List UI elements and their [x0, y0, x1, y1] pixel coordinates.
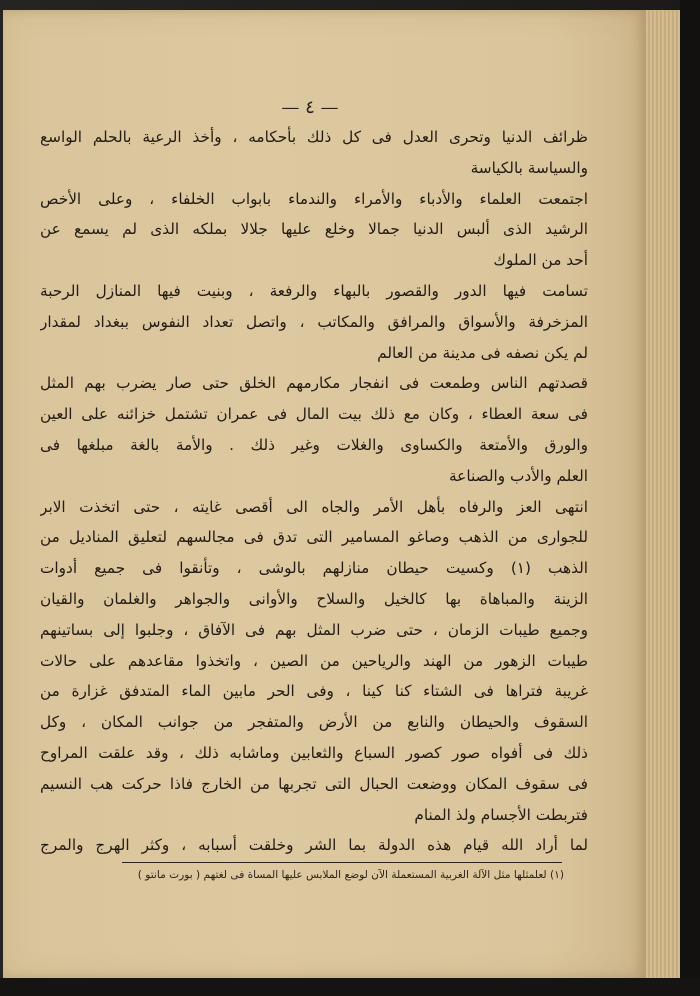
text-line: والورق والأمتعة والكساوى والغلات وغير ذلك . والأمة بالغة مبلغها فى — [40, 435, 588, 454]
text-line: لما أراد الله قيام هذه الدولة بما الشر وخلقت أسبابه ، وكثر الهرج والمرج — [40, 836, 588, 855]
page-stack-edge — [646, 10, 680, 980]
text-line: فى سعة العطاء ، وكان مع ذلك بيت المال فى عمران تشتمل خزائنه على العين — [40, 405, 588, 424]
text-line: ظرائف الدنيا وتحرى العدل فى كل ذلك بأحكامه ، وأخذ الرعية بالحلم الواسع — [40, 128, 588, 146]
text-line: الزينة والمباهاة بها كالخيل والسلاح والأوانى والجواهر والغلمان والقيان — [40, 589, 588, 608]
text-line: الذهب (١) وكسيت حيطان منازلهم بالوشى ، وتأنقوا فى جميع أدوات — [40, 559, 588, 578]
text-line: فى سقوف المكان ووضعت الحبال التى تجربها من الخارج فاذا حركت هب النسيم — [40, 774, 588, 793]
book-cover-bottom — [0, 978, 700, 996]
text-line: العلم والأدب والصناعة — [448, 466, 588, 485]
footnote: (١) لعلمثلها مثل الآلة الغربية المستعملة الآن لوضع الملابس عليها المساة فى لغتهم ( بورت مانتو ) — [137, 869, 564, 881]
text-line: فتربطت الأجسام ولذ المنام — [414, 805, 588, 824]
footnote-divider — [122, 862, 562, 863]
text-line: ذلك فى أفواه صور كصور السباع والثعابين وماشابه ذلك ، وقد علقت المراوح — [40, 743, 588, 762]
book-cover-edge — [680, 0, 700, 996]
page-number: — ٤ — — [281, 97, 339, 118]
body-text — [40, 122, 588, 861]
text-line: للجوارى من الذهب وصاغو المسامير التى تدق فى مجالسهم لتعليق المناديل من — [40, 528, 588, 547]
text-line: أحد من الملوك — [493, 251, 588, 270]
text-line: اجتمعت العلماء والأدباء والأمراء والندماء بابواب الخلفاء ، وعلى الأخص — [40, 189, 588, 208]
text-line: السقوف والحيطان والنابع من الأرض والمتفجر من جوانب المكان ، وكل — [40, 713, 588, 732]
text-line: المزخرفة والأسواق والمرافق والمكاتب ، واتصل تعداد النفوس ببغداد لمقدار — [40, 312, 588, 331]
text-line: قصدتهم الناس وطمعت فى انفجار مكارمهم الخلق حتى صار يضرب بهم المثل — [40, 374, 588, 393]
text-line: والسياسة بالكياسة — [470, 158, 588, 177]
text-line: طيبات الزهور من الهند والرياحين من الصين ، واتخذوا مقاعدهم على حالات — [40, 651, 588, 670]
text-line: الرشيد الذى ألبس الدنيا جمالا وخلع عليها جلالا بملكه الذى لم يسمع عن — [40, 220, 588, 239]
text-line: تسامت فيها الدور والقصور بالبهاء والرفعة ، وبنيت فيها المنازل الرحبة — [40, 281, 588, 300]
text-line: وجميع طيبات الزمان ، حتى ضرب المثل بهم فى الآفاق ، وجلبوا إلى بساتينهم — [40, 620, 588, 639]
text-line: لم يكن نصفه فى مدينة من العالم — [377, 343, 588, 362]
text-line: غريبة فتراها فى الشتاء كنا كينا ، وفى الحر مابين الماء المتدفق غزارة من — [40, 682, 588, 701]
text-line: انتهى العز والرفاه بأهل الأمر والجاه الى أقصى غايته ، حتى اتخذت الابر — [40, 497, 588, 516]
